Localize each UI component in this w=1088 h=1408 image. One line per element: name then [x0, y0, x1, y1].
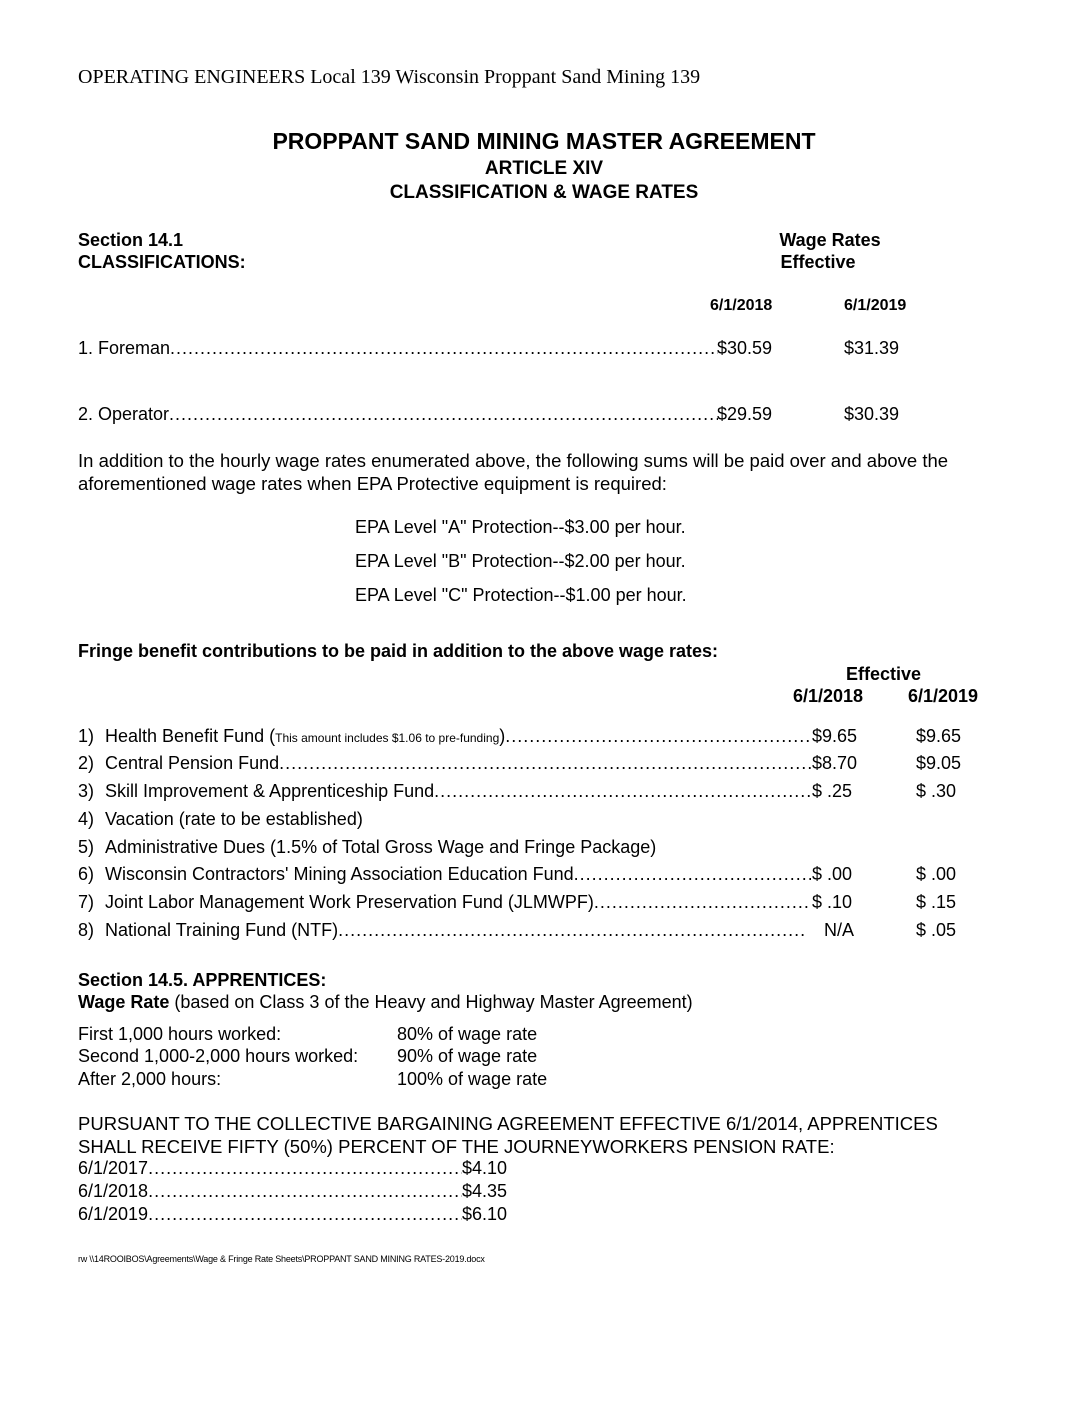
- fringe-item-number: 2): [78, 753, 95, 773]
- fringe-item-ntf: [105, 920, 805, 941]
- fringe-date-2: 6/1/2019: [908, 686, 979, 706]
- fringe-item-note: This amount includes $1.06 to pre-funding: [275, 731, 500, 745]
- fringe-item-number: 6): [78, 864, 95, 884]
- pension-rate-date: 6/1/2017: [78, 1158, 149, 1178]
- health-2019: $9.65: [916, 726, 962, 746]
- classification-row-foreman: [78, 338, 718, 359]
- apprentice-row-label: Second 1,000-2,000 hours worked:: [78, 1046, 359, 1066]
- classification-label: 1. Foreman: [78, 338, 171, 358]
- article-title: ARTICLE XIV: [484, 158, 604, 179]
- fringe-item-label: Wisconsin Contractors' Mining Association Education Fund: [105, 864, 574, 884]
- document-title: PROPPANT SAND MINING MASTER AGREEMENT: [272, 128, 816, 154]
- wage-date-1: 6/1/2018: [710, 297, 773, 314]
- epa-level-b: EPA Level "B" Protection--$2.00 per hour.: [355, 551, 686, 571]
- fringe-item-label: Central Pension Fund: [105, 753, 280, 773]
- jlmwpf-2018: $ .10: [812, 892, 853, 912]
- fringe-item-number: 1): [78, 726, 95, 746]
- health-2018: $9.65: [812, 726, 858, 746]
- pension-2018: $8.70: [812, 753, 858, 773]
- fringe-date-1: 6/1/2018: [793, 686, 864, 706]
- classification-row-operator: [78, 404, 718, 425]
- pension-statement-line-2: SHALL RECEIVE FIFTY (50%) PERCENT OF THE JOURNEYWORKERS PENSION RATE:: [78, 1136, 835, 1157]
- fringe-item-number: 7): [78, 892, 95, 912]
- fringe-item-admin-dues: Administrative Dues (1.5% of Total Gross Wage and Fringe Package): [105, 837, 657, 857]
- fringe-heading: Fringe benefit contributions to be paid in addition to the above wage rates:: [78, 641, 719, 661]
- wage-rate-label: Wage Rate: [78, 992, 170, 1012]
- fringe-item-pension: [105, 753, 811, 774]
- pension-rate-row: [78, 1181, 462, 1202]
- fringe-item-label: Skill Improvement & Apprenticeship Fund: [105, 781, 435, 801]
- apprentice-row-value: 80% of wage rate: [397, 1024, 538, 1044]
- foreman-rate-2018: $30.59: [717, 338, 773, 358]
- education-2018: $ .00: [812, 864, 853, 884]
- section-14-1-label: Section 14.1: [78, 230, 184, 250]
- page-header: OPERATING ENGINEERS Local 139 Wisconsin Proppant Sand Mining 139: [78, 66, 701, 88]
- fringe-item-number: 8): [78, 920, 95, 940]
- fringe-item-label: Health Benefit Fund (: [105, 726, 276, 746]
- pension-statement-line-1: PURSUANT TO THE COLLECTIVE BARGAINING AGREEMENT EFFECTIVE 6/1/2014, APPRENTICES: [78, 1113, 938, 1134]
- operator-rate-2019: $30.39: [844, 404, 900, 424]
- wage-date-2: 6/1/2019: [844, 297, 907, 314]
- dot-leader: [148, 1181, 462, 1202]
- wage-effective-heading: Effective: [780, 252, 856, 272]
- dot-leader: [148, 1204, 462, 1225]
- apprentice-row-label: First 1,000 hours worked:: [78, 1024, 282, 1044]
- fringe-item-education: [105, 864, 811, 885]
- fringe-item-jlmwpf: [105, 892, 811, 913]
- ntf-2019: $ .05: [916, 920, 957, 940]
- classifications-label: CLASSIFICATIONS:: [78, 252, 246, 272]
- fringe-item-label: National Training Fund (NTF): [105, 920, 339, 940]
- section-title: CLASSIFICATION & WAGE RATES: [389, 182, 699, 203]
- dot-leader: [594, 892, 811, 913]
- fringe-item-vacation: Vacation (rate to be established): [105, 809, 363, 829]
- dot-leader: [574, 864, 811, 885]
- wage-rate-basis: (based on Class 3 of the Heavy and Highway Master Agreement): [169, 992, 693, 1012]
- dot-leader: [279, 753, 811, 774]
- dot-leader: [148, 1158, 462, 1179]
- apprentice-row-value: 90% of wage rate: [397, 1046, 538, 1066]
- foreman-rate-2019: $31.39: [844, 338, 900, 358]
- pension-rate-value: $6.10: [462, 1204, 508, 1224]
- fringe-item-number: 4): [78, 809, 95, 829]
- operator-rate-2018: $29.59: [717, 404, 773, 424]
- apprentice-row-value: 100% of wage rate: [397, 1069, 548, 1089]
- fringe-item-number: 5): [78, 837, 95, 857]
- epa-level-c: EPA Level "C" Protection--$1.00 per hour.: [355, 585, 687, 605]
- ntf-2018: N/A: [824, 920, 855, 940]
- fringe-item-close: ): [499, 726, 506, 746]
- epa-level-a: EPA Level "A" Protection--$3.00 per hour.: [355, 517, 686, 537]
- epa-intro-line-1: In addition to the hourly wage rates enumerated above, the following sums will be paid over and above the: [78, 450, 949, 471]
- epa-intro-line-2: aforementioned wage rates when EPA Protective equipment is required:: [78, 473, 667, 494]
- pension-rate-row: [78, 1204, 462, 1225]
- fringe-effective-heading: Effective: [846, 664, 922, 684]
- skill-2019: $ .30: [916, 781, 957, 801]
- fringe-item-label: Joint Labor Management Work Preservation Fund (JLMWPF): [105, 892, 594, 912]
- apprentices-heading: Section 14.5. APPRENTICES:: [78, 970, 327, 990]
- education-2019: $ .00: [916, 864, 957, 884]
- fringe-item-skill: [105, 781, 811, 802]
- dot-leader: [434, 781, 811, 802]
- fringe-item-health: [105, 726, 811, 747]
- pension-rate-value: $4.35: [462, 1181, 508, 1201]
- jlmwpf-2019: $ .15: [916, 892, 957, 912]
- pension-rate-date: 6/1/2019: [78, 1204, 149, 1224]
- pension-rate-row: [78, 1158, 462, 1179]
- pension-2019: $9.05: [916, 753, 962, 773]
- fringe-item-number: 3): [78, 781, 95, 801]
- dot-leader: [338, 920, 805, 941]
- apprentice-wage-rate-line: [78, 992, 693, 1013]
- dot-leader: [169, 404, 718, 425]
- dot-leader: [505, 726, 811, 747]
- apprentice-row-label: After 2,000 hours:: [78, 1069, 222, 1089]
- classification-label: 2. Operator: [78, 404, 170, 424]
- skill-2018: $ .25: [812, 781, 853, 801]
- footer-file-path: rw \\14ROOIBOS\Agreements\Wage & Fringe Rate Sheets\PROPPANT SAND MINING RATES-2019.docx: [78, 1254, 485, 1264]
- wage-rates-heading: Wage Rates: [779, 230, 881, 250]
- pension-rate-date: 6/1/2018: [78, 1181, 149, 1201]
- dot-leader: [170, 338, 718, 359]
- pension-rate-value: $4.10: [462, 1158, 508, 1178]
